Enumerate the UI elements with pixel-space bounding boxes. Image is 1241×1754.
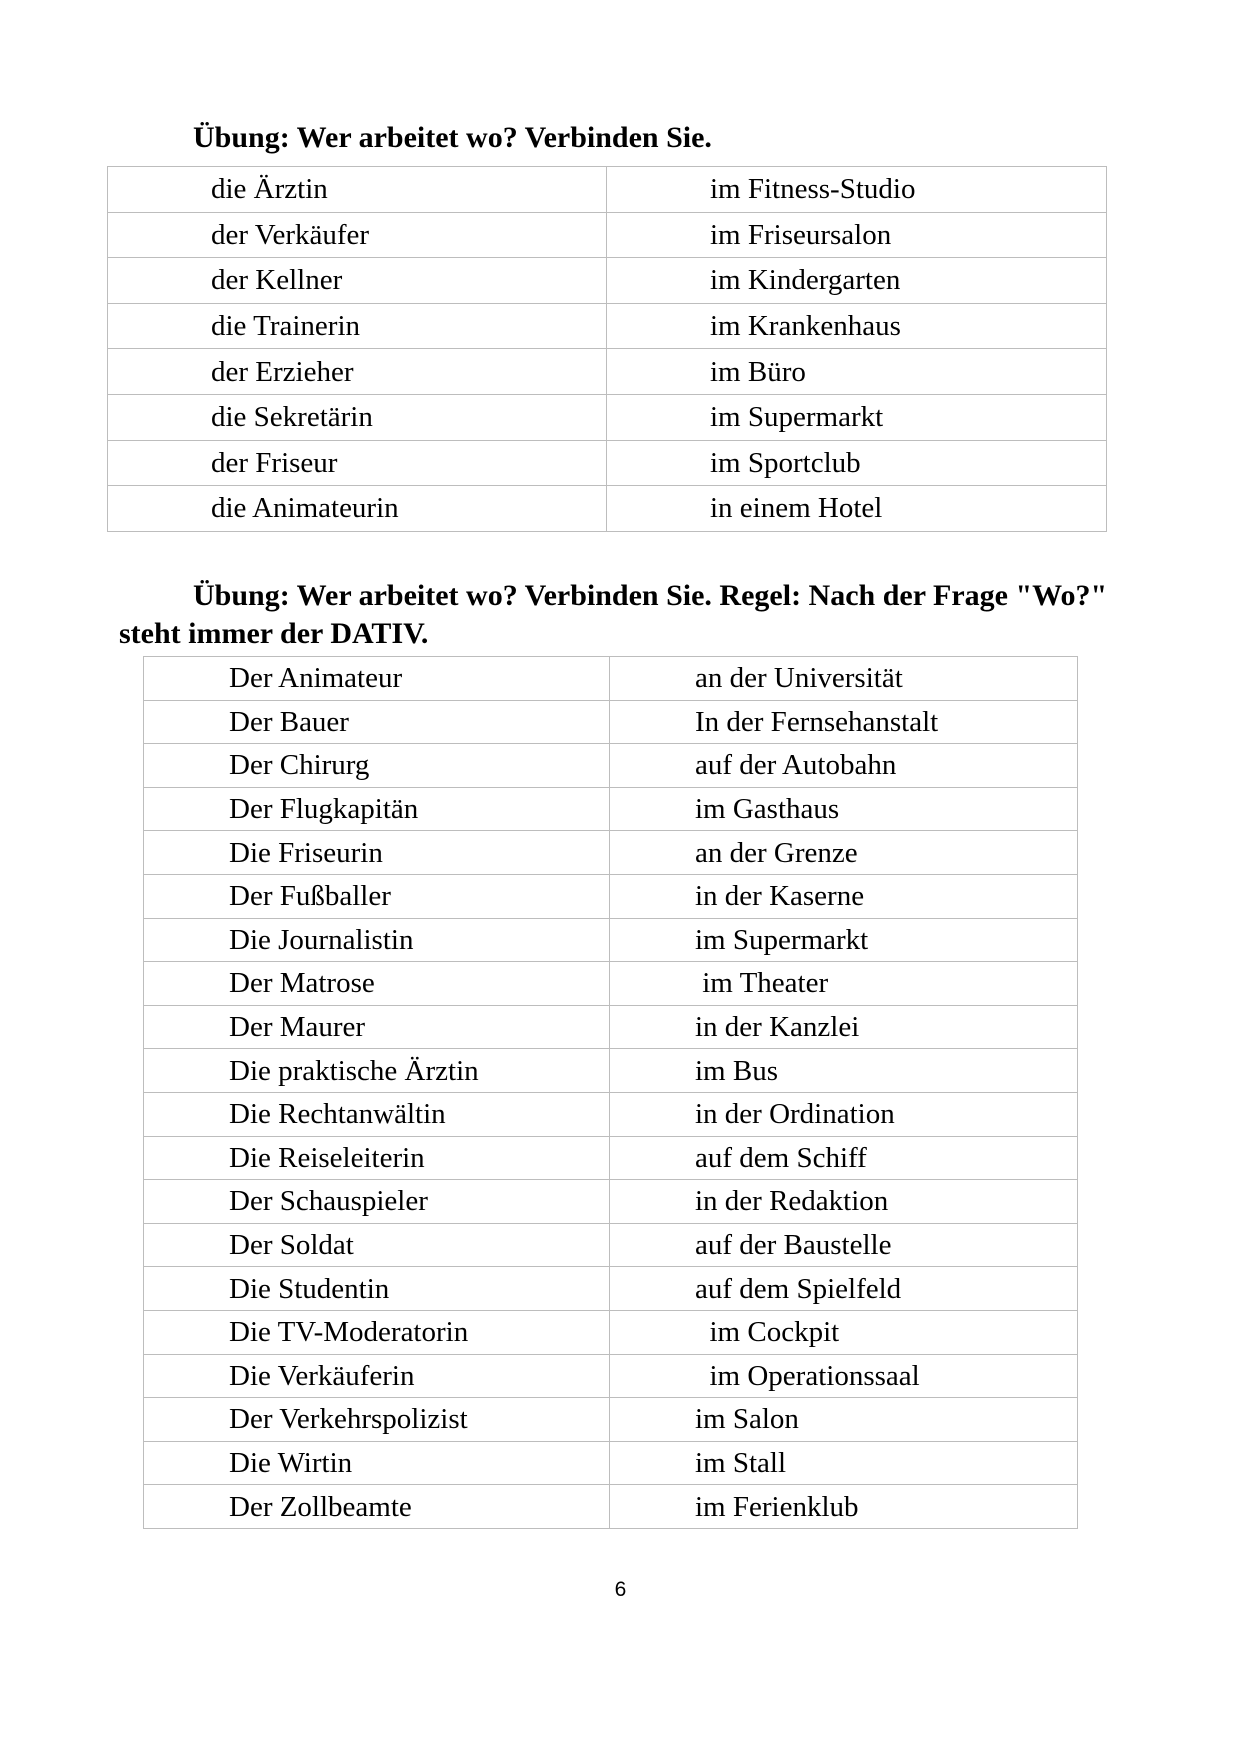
person-cell: der Kellner: [108, 258, 607, 304]
person-cell: Die Reiseleiterin: [144, 1136, 610, 1180]
place-cell: im Theater: [610, 962, 1078, 1006]
table-row: [144, 874, 1078, 918]
table-row: [144, 1441, 1078, 1485]
place-cell: auf dem Spielfeld: [610, 1267, 1078, 1311]
place-cell: im Krankenhaus: [607, 303, 1107, 349]
place-cell: im Kindergarten: [607, 258, 1107, 304]
person-cell: Die Wirtin: [144, 1441, 610, 1485]
place-cell: im Salon: [610, 1398, 1078, 1442]
table-row: [144, 657, 1078, 701]
place-cell: im Sportclub: [607, 440, 1107, 486]
place-cell: im Gasthaus: [610, 787, 1078, 831]
person-cell: Die Friseurin: [144, 831, 610, 875]
person-cell: der Erzieher: [108, 349, 607, 395]
table-row: [144, 700, 1078, 744]
person-cell: Der Animateur: [144, 657, 610, 701]
person-cell: die Trainerin: [108, 303, 607, 349]
table-row: [108, 258, 1107, 304]
table-row: [108, 303, 1107, 349]
table-row: [108, 349, 1107, 395]
person-cell: Die praktische Ärztin: [144, 1049, 610, 1093]
person-cell: die Ärztin: [108, 167, 607, 213]
person-cell: Der Flugkapitän: [144, 787, 610, 831]
table-row: [144, 831, 1078, 875]
exercise2-table: [143, 656, 1078, 1529]
place-cell: im Fitness-Studio: [607, 167, 1107, 213]
table-row: [108, 212, 1107, 258]
table-row: [144, 787, 1078, 831]
table-row: [144, 1267, 1078, 1311]
table-row: [144, 1398, 1078, 1442]
person-cell: Die Verkäuferin: [144, 1354, 610, 1398]
table-row: [144, 1092, 1078, 1136]
table-row: [144, 918, 1078, 962]
place-cell: im Bus: [610, 1049, 1078, 1093]
table-row: [144, 1354, 1078, 1398]
place-cell: an der Universität: [610, 657, 1078, 701]
place-cell: im Stall: [610, 1441, 1078, 1485]
place-cell: in der Kaserne: [610, 874, 1078, 918]
place-cell: auf der Autobahn: [610, 744, 1078, 788]
table-row: [108, 440, 1107, 486]
person-cell: Der Chirurg: [144, 744, 610, 788]
table-row: [144, 962, 1078, 1006]
exercise1-table: [107, 166, 1107, 532]
person-cell: Der Bauer: [144, 700, 610, 744]
place-cell: im Büro: [607, 349, 1107, 395]
person-cell: Die Studentin: [144, 1267, 610, 1311]
place-cell: In der Fernsehanstalt: [610, 700, 1078, 744]
person-cell: der Verkäufer: [108, 212, 607, 258]
table-row: [108, 394, 1107, 440]
table-row: [144, 1310, 1078, 1354]
table-row: [108, 167, 1107, 213]
person-cell: Der Verkehrspolizist: [144, 1398, 610, 1442]
table-row: [144, 1136, 1078, 1180]
person-cell: Der Fußballer: [144, 874, 610, 918]
place-cell: im Supermarkt: [610, 918, 1078, 962]
exercise1-title: Übung: Wer arbeitet wo? Verbinden Sie.: [193, 121, 712, 154]
place-cell: im Friseursalon: [607, 212, 1107, 258]
place-cell: auf der Baustelle: [610, 1223, 1078, 1267]
person-cell: Die Rechtanwältin: [144, 1092, 610, 1136]
person-cell: der Friseur: [108, 440, 607, 486]
table-row: [144, 1485, 1078, 1529]
person-cell: Der Matrose: [144, 962, 610, 1006]
place-cell: in der Kanzlei: [610, 1005, 1078, 1049]
page-number: 6: [614, 1578, 627, 1601]
place-cell: an der Grenze: [610, 831, 1078, 875]
person-cell: Der Soldat: [144, 1223, 610, 1267]
place-cell: im Supermarkt: [607, 394, 1107, 440]
table-row: [144, 744, 1078, 788]
place-cell: in einem Hotel: [607, 486, 1107, 532]
table-row: [144, 1180, 1078, 1224]
person-cell: die Animateurin: [108, 486, 607, 532]
place-cell: im Operationssaal: [610, 1354, 1078, 1398]
person-cell: Die TV-Moderatorin: [144, 1310, 610, 1354]
person-cell: Der Schauspieler: [144, 1180, 610, 1224]
person-cell: Die Journalistin: [144, 918, 610, 962]
table-row: [144, 1005, 1078, 1049]
table-row: [108, 486, 1107, 532]
place-cell: in der Redaktion: [610, 1180, 1078, 1224]
table-row: [144, 1223, 1078, 1267]
table-row: [144, 1049, 1078, 1093]
person-cell: Der Zollbeamte: [144, 1485, 610, 1529]
place-cell: im Ferienklub: [610, 1485, 1078, 1529]
place-cell: auf dem Schiff: [610, 1136, 1078, 1180]
person-cell: die Sekretärin: [108, 394, 607, 440]
person-cell: Der Maurer: [144, 1005, 610, 1049]
exercise2-title: Übung: Wer arbeitet wo? Verbinden Sie. Regel: Nach der Frage "Wo?" steht immer der DATIV.: [119, 579, 1108, 650]
place-cell: in der Ordination: [610, 1092, 1078, 1136]
place-cell: im Cockpit: [610, 1310, 1078, 1354]
